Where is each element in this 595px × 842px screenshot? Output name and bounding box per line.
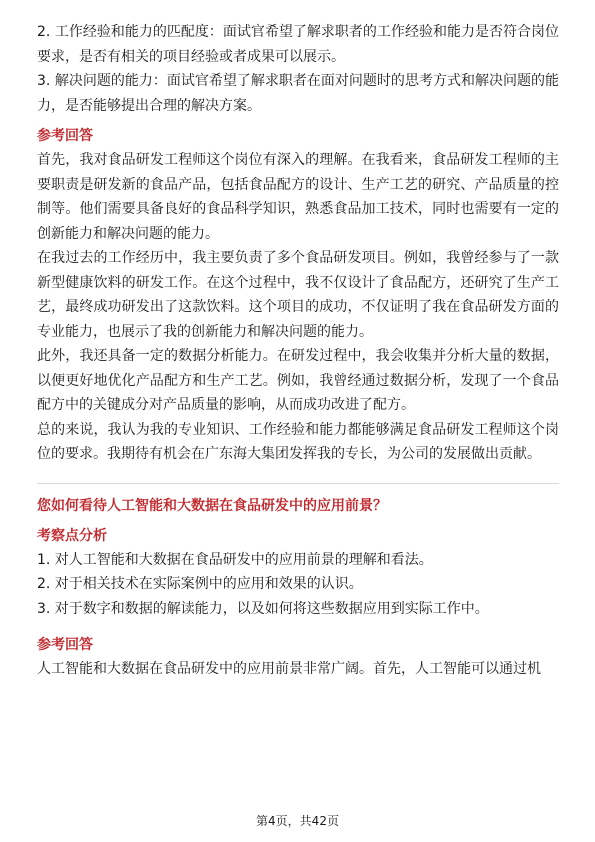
reference-answer-label-2: 参考回答 bbox=[37, 637, 93, 653]
page-content bbox=[37, 20, 559, 682]
section-divider bbox=[37, 483, 559, 484]
answer2-paragraph-1: 人工智能和大数据在食品研发中的应用前景非常广阔。首先，人工智能可以通过机 bbox=[37, 661, 541, 677]
question-title: 您如何看待人工智能和大数据在食品研发中的应用前景？ bbox=[37, 497, 387, 514]
analysis-item-3: 3. 对于数字和数据的解读能力，以及如何将这些数据应用到实际工作中。 bbox=[37, 600, 489, 617]
analysis-item-2: 2. 对于相关技术在实际案例中的应用和效果的认识。 bbox=[37, 576, 363, 592]
answer-paragraph-3: 此外，我还具备一定的数据分析能力。在研发过程中，我会收集并分析大量的数据，以便更好地优化产品配方和生产工艺。例如，我曾经通过数据分析，发现了一个食品配方中的关键成分对产品质量的影响，从而成功改进了配方。 bbox=[37, 348, 559, 413]
criteria-item-3: 3. 解决问题的能力：面试官希望了解求职者在面对问题时的思考方式和解决问题的能力，是否能够提出合理的解决方案。 bbox=[37, 73, 559, 114]
criteria-item-2: 2. 工作经验和能力的匹配度：面试官希望了解求职者的工作经验和能力是否符合岗位要求，是否有相关的项目经验或者成果可以展示。 bbox=[37, 24, 559, 65]
page-number: 第4页，共42页 bbox=[256, 814, 339, 828]
answer-paragraph-2: 在我过去的工作经历中，我主要负责了多个食品研发项目。例如，我曾经参与了一款新型健康饮料的研发工作。在这个过程中，我不仅设计了食品配方，还研究了生产工艺，最终成功研发出了这款饮料。这个项目的成功，不仅证明了我在食品研发方面的专业能力，也展示了我的创新能力和解决问题的能力。 bbox=[37, 250, 559, 340]
reference-answer-label: 参考回答 bbox=[37, 128, 93, 144]
spacer bbox=[37, 621, 559, 627]
answer-paragraph-1: 首先，我对食品研发工程师这个岗位有深入的理解。在我看来，食品研发工程师的主要职责是研发新的食品产品，包括食品配方的设计、生产工艺的研究、产品质量的控制等。他们需要具备良好的食品科学知识，熟悉食品加工技术，同时也需要有一定的创新能力和解决问题的能力。 bbox=[37, 152, 559, 242]
answer-paragraph-4: 总的来说，我认为我的专业知识、工作经验和能力都能够满足食品研发工程师这个岗位的要求。我期待有机会在广东海大集团发挥我的专长，为公司的发展做出贡献。 bbox=[37, 421, 559, 462]
analysis-label: 考察点分析 bbox=[37, 527, 107, 544]
analysis-item-1: 1. 对人工智能和大数据在食品研发中的应用前景的理解和看法。 bbox=[37, 551, 433, 568]
